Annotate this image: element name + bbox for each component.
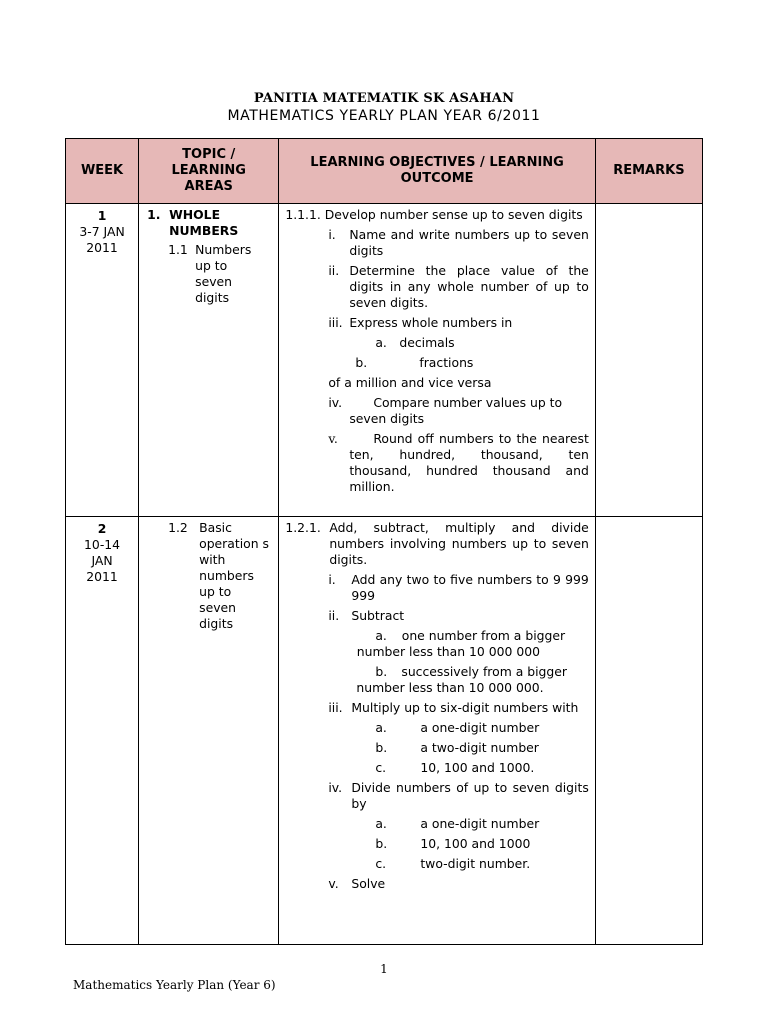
remarks-cell — [595, 517, 702, 945]
list-item: b. fractions — [355, 355, 474, 370]
table-row — [66, 517, 703, 945]
list-item: ii. Determine the place value of the digits in any whole number of up to seven digits. — [328, 263, 589, 310]
list-item: i. Add any two to five numbers to 9 999 999 — [328, 572, 589, 603]
week-date: 3-7 JAN 2011 — [79, 224, 125, 255]
topic-cell — [139, 204, 279, 517]
column-header-topic: TOPIC / LEARNING AREAS — [139, 139, 279, 204]
lo-title: Add, subtract, multiply and divide numbers involving numbers up to seven digits. — [329, 520, 589, 567]
page-title: MATHEMATICS YEARLY PLAN YEAR 6/2011 — [227, 108, 541, 124]
list-item-tail: of a million and vice versa — [328, 375, 492, 390]
topic-number: 1. — [147, 207, 161, 222]
subtopic-number: 1.1 — [168, 242, 188, 257]
learning-outcome-cell — [279, 517, 595, 945]
list-item: i. Name and write numbers up to seven digits — [328, 227, 589, 258]
list-item: a. one number from a bigger number less than 10 000 000 — [356, 628, 566, 659]
list-item: v. Solve — [328, 876, 386, 891]
page-footer: Mathematics Yearly Plan (Year 6) — [73, 978, 276, 992]
week-cell — [66, 517, 139, 945]
table-row — [66, 204, 703, 517]
list-item: a. a one-digit number — [375, 720, 540, 735]
lo-number: 1.1.1. — [285, 207, 321, 222]
yearly-plan-table — [65, 138, 703, 945]
column-header-learning-objectives: LEARNING OBJECTIVES / LEARNING OUTCOME — [279, 139, 595, 204]
list-item: iii. Multiply up to six-digit numbers with — [328, 700, 579, 715]
list-item: a. decimals — [375, 335, 455, 350]
week-number: 2 — [97, 521, 107, 536]
list-item: iv. Divide numbers of up to seven digits by — [328, 780, 589, 811]
list-item: iv. Compare number values up to seven digits — [328, 395, 563, 426]
column-header-week: WEEK — [66, 139, 139, 204]
page-header-panel: PANITIA MATEMATIK SK ASAHAN — [253, 91, 515, 106]
lo-title: Develop number sense up to seven digits — [324, 207, 583, 222]
page-number: 1 — [380, 962, 388, 976]
topic-cell — [139, 517, 279, 945]
list-item: ii. Subtract — [328, 608, 405, 623]
subtopic-number: 1.2 — [168, 520, 188, 535]
list-item: b. successively from a bigger number less than 10 000 000. — [356, 664, 567, 695]
list-item: c. 10, 100 and 1000. — [375, 760, 535, 775]
subtopic-title: Numbers up to seven digits — [195, 242, 252, 305]
list-item: c. two-digit number. — [375, 856, 531, 871]
week-cell — [66, 204, 139, 517]
learning-outcome-cell — [279, 204, 595, 517]
week-number: 1 — [97, 208, 107, 223]
list-item: b. 10, 100 and 1000 — [375, 836, 531, 851]
remarks-cell — [595, 204, 702, 517]
list-item: a. a one-digit number — [375, 816, 540, 831]
lo-number: 1.2.1. — [285, 520, 321, 535]
list-item: iii. Express whole numbers in — [328, 315, 513, 330]
column-header-remarks: REMARKS — [595, 139, 702, 204]
week-date: 10-14 JAN 2011 — [84, 537, 121, 584]
list-item: b. a two-digit number — [375, 740, 539, 755]
table-header-row — [66, 139, 703, 204]
subtopic-title: Basic operation s with numbers up to seven digits — [199, 520, 269, 631]
topic-title: WHOLE NUMBERS — [169, 207, 239, 238]
list-item: v. Round off numbers to the nearest ten, hundred, thousand, ten thousand, hundred thousand and million. — [328, 431, 589, 494]
